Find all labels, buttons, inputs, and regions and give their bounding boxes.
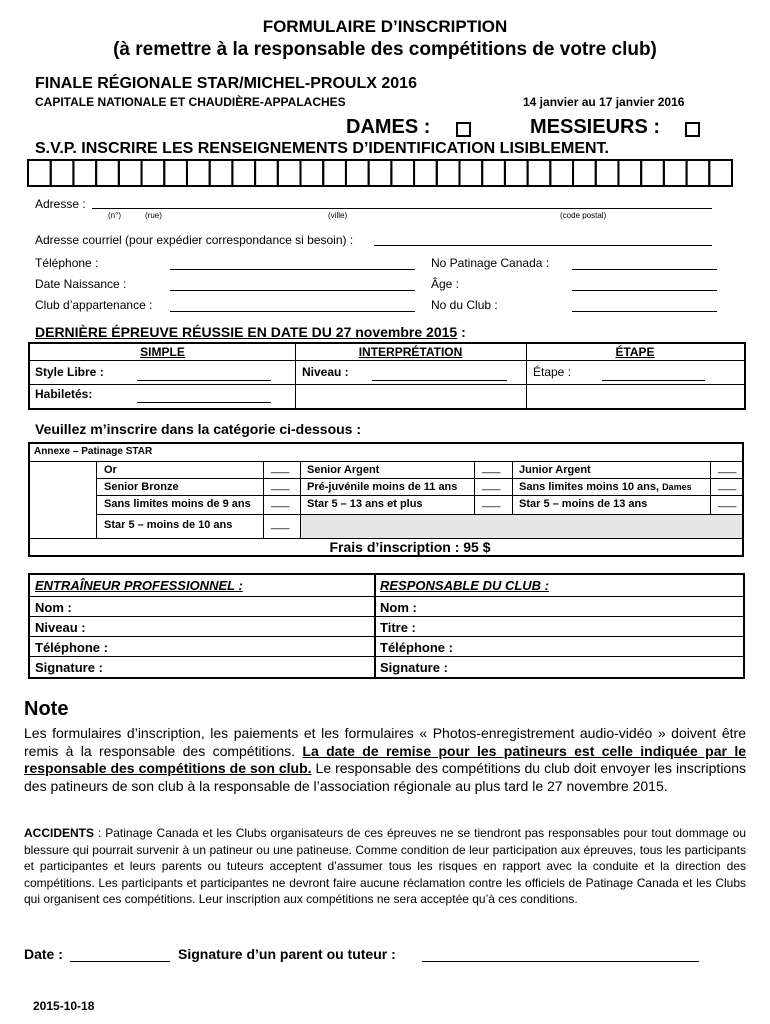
name-letter-box[interactable] — [528, 160, 551, 186]
category-option: Junior Argent — [519, 464, 591, 476]
telephone-label: Téléphone : — [35, 256, 99, 270]
row-divider — [96, 478, 742, 479]
no-club-input-line[interactable] — [572, 311, 717, 312]
etape-label: Étape : — [533, 365, 572, 379]
category-checkbox-blank[interactable]: ___ — [271, 518, 290, 530]
parent-signature-input-line[interactable] — [422, 961, 699, 962]
event-region: CAPITALE NATIONALE ET CHAUDIÈRE-APPALACHES — [35, 95, 346, 109]
club-input-line[interactable] — [170, 311, 415, 312]
note-text-a: Les formulaires d’inscription, les paiements et les formulaires « Photos-enregistrement audio-vidéo » doivent être remis à la responsable des compétitions. — [24, 725, 746, 759]
email-label: Adresse courriel (pour expédier correspondance si besoin) : — [35, 233, 354, 247]
birth-date-input-line[interactable] — [170, 290, 415, 291]
name-letter-box[interactable] — [119, 160, 142, 186]
habiletes-input-line[interactable] — [137, 402, 271, 403]
no-patinage-input-line[interactable] — [572, 269, 717, 270]
contacts-table — [28, 573, 745, 679]
category-checkbox-blank[interactable]: ___ — [482, 462, 501, 474]
name-letter-box[interactable] — [278, 160, 301, 186]
date-input-line[interactable] — [70, 961, 170, 962]
last-test-heading-text: DERNIÈRE ÉPREUVE RÉUSSIE EN DATE DU 27 novembre 2015 — [35, 324, 458, 340]
name-letter-box[interactable] — [709, 160, 732, 186]
club-resp-title-label[interactable]: Titre : — [380, 620, 416, 635]
col-divider — [263, 461, 264, 538]
row-divider — [30, 596, 743, 597]
registration-fee: Frais d’inscription : 95 $ — [329, 539, 491, 555]
annexe-label: Annexe – Patinage STAR — [34, 446, 153, 457]
name-letter-box[interactable] — [51, 160, 74, 186]
row-divider — [30, 616, 743, 617]
name-letter-box[interactable] — [346, 160, 369, 186]
name-letter-box[interactable] — [210, 160, 233, 186]
club-resp-heading: RESPONSABLE DU CLUB : — [380, 578, 550, 593]
parent-signature-label: Signature d’un parent ou tuteur : — [178, 946, 396, 962]
category-option: Star 5 – 13 ans et plus — [307, 498, 423, 510]
name-letter-box[interactable] — [505, 160, 528, 186]
name-letter-box[interactable] — [369, 160, 392, 186]
name-letter-box[interactable] — [391, 160, 414, 186]
style-libre-label: Style Libre : — [35, 365, 104, 379]
form-subtitle: (à remettre à la responsable des compétitions de votre club) — [113, 39, 657, 60]
age-input-line[interactable] — [572, 290, 717, 291]
note-paragraph — [24, 725, 746, 795]
name-letter-box[interactable] — [164, 160, 187, 186]
name-letter-box[interactable] — [687, 160, 710, 186]
form-version-date: 2015-10-18 — [33, 999, 95, 1013]
event-dates: 14 janvier au 17 janvier 2016 — [523, 95, 685, 109]
name-letter-box[interactable] — [664, 160, 687, 186]
row-divider — [30, 656, 743, 657]
row-divider — [30, 636, 743, 637]
niveau-input-line[interactable] — [372, 380, 507, 381]
last-test-heading-colon: : — [457, 324, 466, 340]
address-no-hint: (n°) — [108, 211, 121, 220]
row-divider — [30, 384, 744, 385]
last-test-table — [28, 342, 746, 410]
name-letter-box[interactable] — [618, 160, 641, 186]
col-divider — [374, 575, 376, 677]
accidents-label: ACCIDENTS — [24, 826, 95, 840]
category-checkbox-blank[interactable]: ___ — [718, 496, 737, 508]
category-option: Senior Argent — [307, 464, 380, 476]
row-divider — [30, 360, 744, 361]
age-label: Âge : — [431, 277, 460, 291]
address-postal-hint: (code postal) — [560, 211, 607, 220]
form-title: FORMULAIRE D’INSCRIPTION — [262, 17, 508, 36]
row-divider — [96, 495, 742, 496]
name-letter-box[interactable] — [96, 160, 119, 186]
note-title: Note — [24, 698, 69, 720]
club-label: Club d’appartenance : — [35, 298, 153, 312]
name-letter-box[interactable] — [459, 160, 482, 186]
category-option — [519, 481, 692, 493]
coach-heading: ENTRAÎNEUR PROFESSIONNEL : — [35, 578, 243, 593]
category-checkbox-blank[interactable]: ___ — [271, 462, 290, 474]
category-checkbox-blank[interactable]: ___ — [271, 479, 290, 491]
name-letter-box[interactable] — [232, 160, 255, 186]
col-interpretation-header: INTERPRÉTATION — [358, 345, 463, 359]
category-checkbox-blank[interactable]: ___ — [482, 496, 501, 508]
category-option: Senior Bronze — [104, 481, 179, 493]
no-patinage-label: No Patinage Canada : — [431, 256, 550, 270]
etape-input-line[interactable] — [602, 380, 705, 381]
name-letter-box[interactable] — [73, 160, 96, 186]
category-option: Pré-juvénile moins de 11 ans — [307, 481, 458, 493]
event-name: FINALE RÉGIONALE STAR/MICHEL-PROULX 2016 — [35, 75, 417, 92]
accidents-paragraph — [24, 825, 746, 908]
category-heading: Veuillez m’inscrire dans la catégorie ci-dessous : — [35, 421, 362, 437]
instruction-text: S.V.P. INSCRIRE LES RENSEIGNEMENTS D’IDENTIFICATION LISIBLEMENT. — [35, 140, 609, 157]
coach-name-label[interactable]: Nom : — [35, 600, 72, 615]
club-resp-signature-label[interactable]: Signature : — [380, 660, 448, 675]
name-letter-box[interactable] — [255, 160, 278, 186]
name-letter-box[interactable] — [323, 160, 346, 186]
birth-date-label: Date Naissance : — [35, 277, 127, 291]
name-letter-box[interactable] — [142, 160, 165, 186]
note-text-c: Le responsable des compétitions du club doit envoyer les inscriptions des patineurs de son club à la responsable de l’association régionale au plus tard le 27 novembre 2015. — [24, 760, 747, 794]
category-checkbox-blank[interactable]: ___ — [271, 496, 290, 508]
name-letter-box[interactable] — [28, 160, 51, 186]
club-resp-phone-label[interactable]: Téléphone : — [380, 640, 453, 655]
col-simple-header: SIMPLE — [140, 345, 185, 359]
category-option: Or — [104, 464, 117, 476]
name-letter-box[interactable] — [550, 160, 573, 186]
address-input-line[interactable] — [92, 208, 712, 209]
category-option-text: Sans limites moins 10 ans, — [519, 481, 663, 493]
name-letter-box[interactable] — [437, 160, 460, 186]
address-street-hint: (rue) — [145, 211, 162, 220]
name-letter-box[interactable] — [573, 160, 596, 186]
name-boxes-grid[interactable] — [27, 159, 733, 187]
last-test-heading — [35, 324, 466, 340]
coach-signature-label[interactable]: Signature : — [35, 660, 103, 675]
shaded-empty-cell — [301, 515, 742, 538]
col-divider — [96, 461, 97, 538]
col-etape-header: ÉTAPE — [615, 345, 655, 359]
category-option: Sans limites moins de 9 ans — [104, 498, 251, 510]
niveau-label: Niveau : — [302, 365, 349, 379]
telephone-input-line[interactable] — [170, 269, 415, 270]
no-club-label: No du Club : — [431, 298, 498, 312]
name-letter-box[interactable] — [414, 160, 437, 186]
dames-label: DAMES : — [346, 116, 431, 138]
category-checkbox-blank[interactable]: ___ — [482, 479, 501, 491]
name-letter-box[interactable] — [641, 160, 664, 186]
name-letter-box[interactable] — [482, 160, 505, 186]
category-checkbox-blank[interactable]: ___ — [718, 462, 737, 474]
name-letter-box[interactable] — [596, 160, 619, 186]
name-letter-box[interactable] — [187, 160, 210, 186]
style-libre-input-line[interactable] — [137, 380, 271, 381]
category-option-dames: Dames — [662, 482, 692, 492]
messieurs-label: MESSIEURS : — [530, 116, 661, 138]
date-label: Date : — [24, 946, 63, 962]
category-option: Star 5 – moins de 13 ans — [519, 498, 648, 510]
category-checkbox-blank[interactable]: ___ — [718, 479, 737, 491]
messieurs-checkbox[interactable] — [685, 122, 700, 137]
note-text-emphasis: La date de remise pour les patineurs est celle indiquée par le responsable des compétitions de son club. — [24, 742, 746, 776]
address-city-hint: (ville) — [328, 211, 348, 220]
email-input-line[interactable] — [374, 245, 712, 246]
coach-level-label[interactable]: Niveau : — [35, 620, 86, 635]
name-letter-boxes[interactable] — [27, 159, 733, 192]
coach-phone-label[interactable]: Téléphone : — [35, 640, 108, 655]
address-label: Adresse : — [35, 197, 86, 211]
category-table — [28, 442, 744, 557]
category-option: Star 5 – moins de 10 ans — [104, 519, 233, 531]
accidents-text: : Patinage Canada et les Clubs organisateurs de ces épreuves ne se tiendront pas responsables pour tout dommage ou blessure qui pourrait survenir à un patineur ou une patineuse. Comme condition de leur participation aux épreuves, tous les participants et participantes et leurs parents ou tuteurs acceptent d’assumer tous les risques en rapport avec la conduite et la direction des compétitions. Les participants et participantes ne devront faire aucune réclamation contre les officiels de Patinage Canada et les Clubs qui organisent ces compétitions. Leur inscription aux compétitions ne sera acceptée qu’à ces conditions. — [24, 826, 746, 906]
row-divider — [30, 461, 742, 462]
name-letter-box[interactable] — [301, 160, 324, 186]
club-resp-name-label[interactable]: Nom : — [380, 600, 417, 615]
habiletes-label: Habiletés: — [35, 387, 93, 401]
dames-checkbox[interactable] — [456, 122, 471, 137]
